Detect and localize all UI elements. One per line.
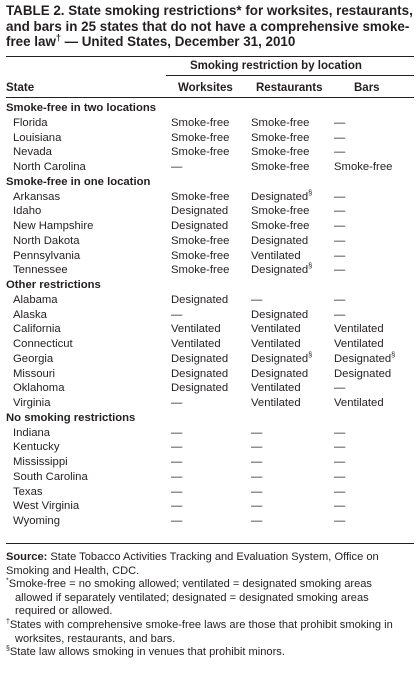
state-cell bbox=[6, 514, 171, 529]
source-text: State Tobacco Activities Tracking and Evaluation System, Office on Smoking and Health, CDC. bbox=[6, 551, 379, 577]
restaurants-value: — bbox=[251, 456, 263, 468]
bars-cell bbox=[334, 131, 414, 146]
restaurants-cell bbox=[251, 187, 334, 205]
group-label: Other restrictions bbox=[6, 279, 101, 291]
restaurants-cell bbox=[251, 455, 334, 470]
worksites-cell bbox=[171, 219, 251, 234]
bars-cell bbox=[334, 322, 414, 337]
group-header-row bbox=[6, 411, 414, 426]
worksites-cell bbox=[171, 249, 251, 264]
state-value: North Dakota bbox=[13, 234, 80, 247]
state-value: Kentucky bbox=[13, 441, 60, 454]
bars-value: — bbox=[334, 293, 346, 306]
bars-value: — bbox=[334, 131, 346, 144]
footnote-text: State law allows smoking in venues that prohibit minors. bbox=[9, 646, 285, 659]
restaurants-value: Designated bbox=[251, 234, 309, 247]
bars-cell bbox=[334, 381, 414, 396]
restaurants-value: — bbox=[251, 441, 263, 454]
bars-value: — bbox=[334, 470, 346, 483]
restaurants-value: Designated bbox=[251, 264, 309, 277]
bars-cell bbox=[334, 160, 414, 175]
worksites-cell bbox=[171, 455, 251, 470]
worksites-value: Smoke-free bbox=[171, 249, 230, 262]
restaurants-value: — bbox=[251, 426, 263, 439]
restaurants-value: Designated bbox=[251, 352, 309, 365]
worksites-cell bbox=[171, 234, 251, 249]
state-value: Virginia bbox=[13, 397, 51, 409]
table-title-date: — United States, December 31, 2010 bbox=[60, 34, 296, 49]
worksites-cell bbox=[171, 381, 251, 396]
footnote-text: Smoke-free = no smoking allowed; ventilated = designated smoking areas allowed if separately ventilated; designated = designated smoking areas required or allowed. bbox=[8, 578, 372, 618]
restaurants-value: Ventilated bbox=[251, 338, 301, 350]
state-cell bbox=[6, 381, 171, 396]
group-header-row bbox=[6, 101, 414, 116]
state-cell bbox=[6, 160, 171, 175]
bars-cell bbox=[334, 514, 414, 529]
state-value: North Carolina bbox=[13, 161, 86, 173]
restaurants-cell bbox=[251, 349, 334, 367]
table-row bbox=[6, 145, 414, 160]
bars-cell bbox=[334, 116, 414, 131]
restaurants-value: Smoke-free bbox=[251, 220, 310, 232]
state-cell bbox=[6, 145, 171, 160]
state-value: New Hampshire bbox=[13, 220, 94, 232]
table-row bbox=[6, 485, 414, 500]
worksites-value: Designated bbox=[171, 367, 229, 380]
source-note bbox=[6, 551, 412, 578]
bars-value: — bbox=[334, 220, 346, 232]
bars-cell bbox=[334, 426, 414, 441]
restaurants-value: — bbox=[251, 485, 263, 498]
worksites-cell bbox=[171, 470, 251, 485]
state-value: West Virginia bbox=[13, 500, 80, 513]
state-value: Alabama bbox=[13, 293, 58, 306]
table-row bbox=[6, 499, 414, 514]
footnote-mark: * bbox=[6, 577, 9, 585]
state-cell bbox=[6, 116, 171, 131]
restaurants-value: Smoke-free bbox=[251, 146, 310, 159]
restaurants-cell bbox=[251, 337, 334, 352]
worksites-cell bbox=[171, 426, 251, 441]
bars-value: — bbox=[334, 234, 346, 247]
state-cell bbox=[6, 263, 171, 278]
worksites-value: Designated bbox=[171, 205, 229, 218]
state-cell bbox=[6, 470, 171, 485]
state-value: Mississippi bbox=[13, 456, 68, 468]
worksites-cell bbox=[171, 293, 251, 308]
bars-value: — bbox=[334, 441, 346, 454]
restaurants-cell bbox=[251, 367, 334, 382]
section-footnote-mark: § bbox=[308, 261, 313, 271]
bars-cell bbox=[334, 263, 414, 278]
header-restaurants: Restaurants bbox=[256, 82, 323, 94]
table-row bbox=[6, 234, 414, 249]
bars-value: Designated bbox=[334, 367, 392, 380]
worksites-cell bbox=[171, 352, 251, 367]
bars-cell bbox=[334, 234, 414, 249]
state-value: Tennessee bbox=[13, 264, 68, 277]
state-value: Louisiana bbox=[13, 131, 62, 144]
group-label: Smoke-free in two locations bbox=[6, 102, 157, 114]
state-value: Pennsylvania bbox=[13, 249, 81, 262]
worksites-cell bbox=[171, 337, 251, 352]
state-value: Nevada bbox=[13, 146, 52, 159]
worksites-value: — bbox=[171, 470, 183, 483]
restaurants-value: Smoke-free bbox=[251, 205, 310, 218]
table-body bbox=[6, 101, 414, 529]
bars-value: Ventilated bbox=[334, 338, 384, 350]
restaurants-value: Ventilated bbox=[251, 323, 301, 336]
worksites-value: Designated bbox=[171, 352, 229, 365]
bars-value: — bbox=[334, 146, 346, 159]
state-cell bbox=[6, 499, 171, 514]
worksites-value: Designated bbox=[171, 220, 229, 232]
section-footnote-mark: § bbox=[308, 187, 313, 197]
restaurants-cell bbox=[251, 308, 334, 323]
span-header-rule bbox=[166, 75, 414, 76]
state-value: Georgia bbox=[13, 352, 54, 365]
restaurants-cell bbox=[251, 219, 334, 234]
source-label: Source: bbox=[6, 551, 48, 563]
worksites-cell bbox=[171, 263, 251, 278]
worksites-value: — bbox=[171, 426, 183, 439]
worksites-cell bbox=[171, 145, 251, 160]
restaurants-value: Smoke-free bbox=[251, 161, 310, 173]
worksites-value: Designated bbox=[171, 293, 229, 306]
state-cell bbox=[6, 234, 171, 249]
footnote bbox=[6, 619, 412, 646]
bars-cell bbox=[334, 485, 414, 500]
group-header-row bbox=[6, 175, 414, 190]
bars-value: — bbox=[334, 308, 346, 321]
table-row bbox=[6, 396, 414, 411]
state-value: Idaho bbox=[13, 205, 42, 218]
table-title-text: TABLE 2. State smoking restrictions* for worksites, restaurants, and bars in 25 states that do not have a comprehensive smoke-free law bbox=[6, 3, 413, 49]
worksites-value: Smoke-free bbox=[171, 116, 230, 129]
state-value: Wyoming bbox=[13, 515, 60, 527]
worksites-cell bbox=[171, 440, 251, 455]
bars-cell bbox=[334, 308, 414, 323]
table-row bbox=[6, 426, 414, 441]
worksites-cell bbox=[171, 485, 251, 500]
restaurants-cell bbox=[251, 381, 334, 396]
worksites-value: Designated bbox=[171, 382, 229, 395]
restaurants-cell bbox=[251, 440, 334, 455]
worksites-cell bbox=[171, 116, 251, 131]
restaurants-value: — bbox=[251, 470, 263, 483]
state-cell bbox=[6, 367, 171, 382]
top-rule bbox=[6, 56, 414, 57]
restaurants-cell bbox=[251, 499, 334, 514]
state-value: Florida bbox=[13, 116, 48, 129]
restaurants-value: Smoke-free bbox=[251, 116, 310, 129]
bars-cell bbox=[334, 337, 414, 352]
worksites-value: Ventilated bbox=[171, 323, 221, 336]
table-row bbox=[6, 337, 414, 352]
worksites-cell bbox=[171, 131, 251, 146]
bars-value: Designated bbox=[334, 352, 392, 365]
bars-value: — bbox=[334, 116, 346, 129]
state-value: Alaska bbox=[13, 308, 47, 321]
worksites-value: — bbox=[171, 456, 183, 468]
bars-cell bbox=[334, 219, 414, 234]
worksites-value: — bbox=[171, 500, 183, 513]
worksites-value: Smoke-free bbox=[171, 234, 230, 247]
worksites-value: Smoke-free bbox=[171, 146, 230, 159]
state-value: Arkansas bbox=[13, 190, 61, 203]
bars-cell bbox=[334, 499, 414, 514]
worksites-value: Ventilated bbox=[171, 338, 221, 350]
restaurants-value: Designated bbox=[251, 308, 309, 321]
column-span-header: Smoking restriction by location bbox=[190, 60, 362, 72]
table-row bbox=[6, 470, 414, 485]
bars-value: Smoke-free bbox=[334, 161, 393, 173]
restaurants-cell bbox=[251, 514, 334, 529]
restaurants-cell bbox=[251, 204, 334, 219]
bars-cell bbox=[334, 145, 414, 160]
bars-value: Ventilated bbox=[334, 397, 384, 409]
worksites-value: Smoke-free bbox=[171, 264, 230, 277]
state-cell bbox=[6, 190, 171, 205]
bars-cell bbox=[334, 293, 414, 308]
worksites-value: Smoke-free bbox=[171, 131, 230, 144]
restaurants-cell bbox=[251, 116, 334, 131]
table-row bbox=[6, 204, 414, 219]
state-value: Missouri bbox=[13, 367, 56, 380]
restaurants-value: Designated bbox=[251, 190, 309, 203]
bars-value: — bbox=[334, 426, 346, 439]
bars-cell bbox=[334, 204, 414, 219]
restaurants-cell bbox=[251, 263, 334, 278]
state-value: Texas bbox=[13, 485, 43, 498]
header-worksites: Worksites bbox=[178, 82, 233, 94]
table-row bbox=[6, 381, 414, 396]
bars-cell bbox=[334, 190, 414, 205]
worksites-value: — bbox=[171, 397, 183, 409]
table-row bbox=[6, 190, 414, 205]
restaurants-cell bbox=[251, 249, 334, 264]
restaurants-cell bbox=[251, 234, 334, 249]
footnote-mark: † bbox=[6, 618, 10, 626]
footnote-list bbox=[6, 578, 412, 660]
title-dagger-mark: † bbox=[55, 32, 61, 43]
worksites-cell bbox=[171, 499, 251, 514]
worksites-value: Smoke-free bbox=[171, 190, 230, 203]
worksites-value: — bbox=[171, 485, 183, 498]
footnote-text: States with comprehensive smoke-free laws are those that prohibit smoking in worksites, restaurants, and bars. bbox=[9, 618, 393, 645]
bottom-rule bbox=[6, 543, 414, 544]
header-bars: Bars bbox=[354, 82, 380, 94]
restaurants-cell bbox=[251, 322, 334, 337]
state-cell bbox=[6, 293, 171, 308]
restaurants-value: Ventilated bbox=[251, 397, 301, 409]
bars-cell bbox=[334, 367, 414, 382]
group-header-row bbox=[6, 278, 414, 293]
restaurants-value: Ventilated bbox=[251, 249, 301, 262]
bars-value: — bbox=[334, 205, 346, 218]
table-row bbox=[6, 131, 414, 146]
worksites-cell bbox=[171, 308, 251, 323]
restaurants-cell bbox=[251, 426, 334, 441]
bars-cell bbox=[334, 470, 414, 485]
header-rule bbox=[6, 97, 414, 98]
bars-value: — bbox=[334, 382, 346, 395]
state-cell bbox=[6, 219, 171, 234]
bars-cell bbox=[334, 396, 414, 411]
state-cell bbox=[6, 204, 171, 219]
bars-cell bbox=[334, 349, 414, 367]
table-row bbox=[6, 308, 414, 323]
table-row bbox=[6, 263, 414, 278]
bars-cell bbox=[334, 455, 414, 470]
table-row bbox=[6, 322, 414, 337]
restaurants-value: Ventilated bbox=[251, 382, 301, 395]
state-cell bbox=[6, 440, 171, 455]
restaurants-cell bbox=[251, 485, 334, 500]
group-label: No smoking restrictions bbox=[6, 411, 136, 424]
footnote bbox=[6, 578, 412, 619]
worksites-cell bbox=[171, 160, 251, 175]
state-value: California bbox=[13, 323, 61, 336]
table-row bbox=[6, 249, 414, 264]
bars-value: — bbox=[334, 190, 346, 203]
table-row bbox=[6, 440, 414, 455]
table-row bbox=[6, 352, 414, 367]
worksites-cell bbox=[171, 396, 251, 411]
bars-value: — bbox=[334, 500, 346, 513]
table-row bbox=[6, 293, 414, 308]
section-footnote-mark: § bbox=[308, 349, 313, 359]
bars-value: — bbox=[334, 249, 346, 262]
state-cell bbox=[6, 352, 171, 367]
bars-value: — bbox=[334, 485, 346, 498]
worksites-cell bbox=[171, 322, 251, 337]
bars-cell bbox=[334, 249, 414, 264]
restaurants-value: Smoke-free bbox=[251, 131, 310, 144]
footnote-mark: § bbox=[6, 645, 10, 653]
header-state: State bbox=[6, 82, 35, 94]
state-cell bbox=[6, 455, 171, 470]
bars-value: — bbox=[334, 515, 346, 527]
state-cell bbox=[6, 485, 171, 500]
table-row bbox=[6, 455, 414, 470]
table-row bbox=[6, 367, 414, 382]
state-value: Oklahoma bbox=[13, 382, 65, 395]
restaurants-cell bbox=[251, 396, 334, 411]
state-cell bbox=[6, 249, 171, 264]
restaurants-cell bbox=[251, 145, 334, 160]
worksites-cell bbox=[171, 204, 251, 219]
bars-cell bbox=[334, 440, 414, 455]
table-row bbox=[6, 116, 414, 131]
restaurants-value: — bbox=[251, 293, 263, 306]
state-value: Connecticut bbox=[13, 338, 73, 350]
restrictions-table bbox=[6, 101, 414, 529]
table-title bbox=[6, 3, 414, 50]
bars-value: Ventilated bbox=[334, 323, 384, 336]
state-value: Indiana bbox=[13, 426, 51, 439]
bars-value: — bbox=[334, 264, 346, 277]
state-cell bbox=[6, 426, 171, 441]
state-value: South Carolina bbox=[13, 470, 88, 483]
table-row bbox=[6, 219, 414, 234]
worksites-cell bbox=[171, 190, 251, 205]
restaurants-cell bbox=[251, 131, 334, 146]
table-row bbox=[6, 514, 414, 529]
worksites-value: — bbox=[171, 308, 183, 321]
state-cell bbox=[6, 131, 171, 146]
table-row bbox=[6, 160, 414, 175]
section-footnote-mark: § bbox=[391, 349, 396, 359]
state-cell bbox=[6, 337, 171, 352]
group-label: Smoke-free in one location bbox=[6, 175, 151, 188]
restaurants-value: — bbox=[251, 515, 263, 527]
state-cell bbox=[6, 396, 171, 411]
worksites-value: — bbox=[171, 515, 183, 527]
restaurants-value: Designated bbox=[251, 367, 309, 380]
footnote bbox=[6, 646, 412, 660]
worksites-cell bbox=[171, 367, 251, 382]
worksites-value: — bbox=[171, 441, 183, 454]
bars-value: — bbox=[334, 456, 346, 468]
state-cell bbox=[6, 308, 171, 323]
restaurants-value: — bbox=[251, 500, 263, 513]
restaurants-cell bbox=[251, 160, 334, 175]
restaurants-cell bbox=[251, 470, 334, 485]
worksites-value: — bbox=[171, 161, 183, 173]
restaurants-cell bbox=[251, 293, 334, 308]
state-cell bbox=[6, 322, 171, 337]
footnotes bbox=[6, 551, 412, 660]
worksites-cell bbox=[171, 514, 251, 529]
